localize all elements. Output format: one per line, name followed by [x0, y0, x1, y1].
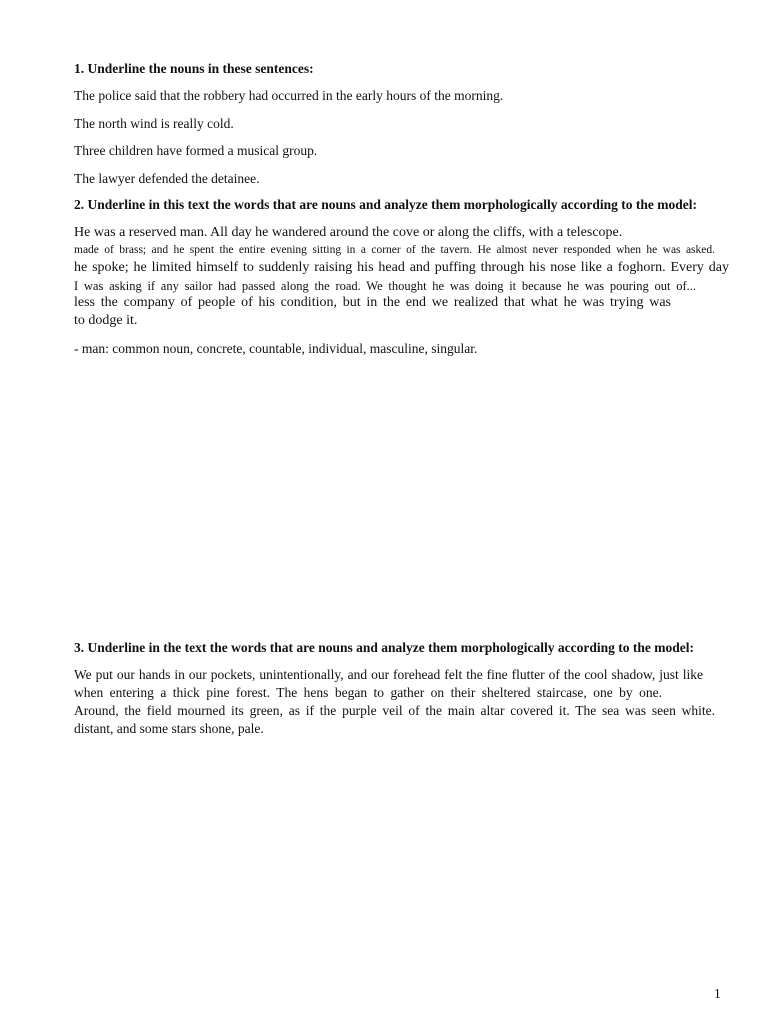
exercise-2-text-line: he spoke; he limited himself to suddenly raising his head and puffing through his nose like a foghorn. Every day	[74, 260, 729, 275]
exercise-1-heading: 1. Underline the nouns in these sentences:	[74, 61, 314, 76]
exercise-3-text-line: when entering a thick pine forest. The hens began to gather on their sheltered staircase, one by one.	[74, 685, 662, 700]
exercise-2-model: - man: common noun, concrete, countable, individual, masculine, singular.	[74, 341, 478, 356]
exercise-3-text-line: Around, the field mourned its green, as if the purple veil of the main altar covered it. The sea was seen white.	[74, 703, 715, 718]
exercise-2-text-line: I was asking if any sailor had passed along the road. We thought he was doing it because he was pouring out of...	[74, 279, 696, 293]
exercise-2-text-line: less the company of people of his condition, but in the end we realized that what he was trying was	[74, 295, 671, 310]
exercise-1-sentence: The north wind is really cold.	[74, 116, 234, 131]
exercise-3-heading: 3. Underline in the text the words that are nouns and analyze them morphologically according to the model:	[74, 640, 694, 655]
exercise-1-sentence: The lawyer defended the detainee.	[74, 171, 260, 186]
exercise-1-sentence: The police said that the robbery had occurred in the early hours of the morning.	[74, 88, 504, 103]
exercise-1-sentence: Three children have formed a musical group.	[74, 143, 318, 158]
exercise-2-text-line: to dodge it.	[74, 313, 138, 328]
exercise-2-heading: 2. Underline in this text the words that are nouns and analyze them morphologically according to the model:	[74, 197, 697, 212]
exercise-3-text-line: distant, and some stars shone, pale.	[74, 721, 264, 736]
page-number: 1	[714, 986, 721, 1001]
exercise-3-text-line: We put our hands in our pockets, unintentionally, and our forehead felt the fine flutter of the cool shadow, just like	[74, 667, 703, 682]
exercise-2-text-line: made of brass; and he spent the entire evening sitting in a corner of the tavern. He almost never responded when he was asked.	[74, 244, 715, 256]
exercise-2-text-line: He was a reserved man. All day he wandered around the cove or along the cliffs, with a telescope.	[74, 225, 623, 240]
